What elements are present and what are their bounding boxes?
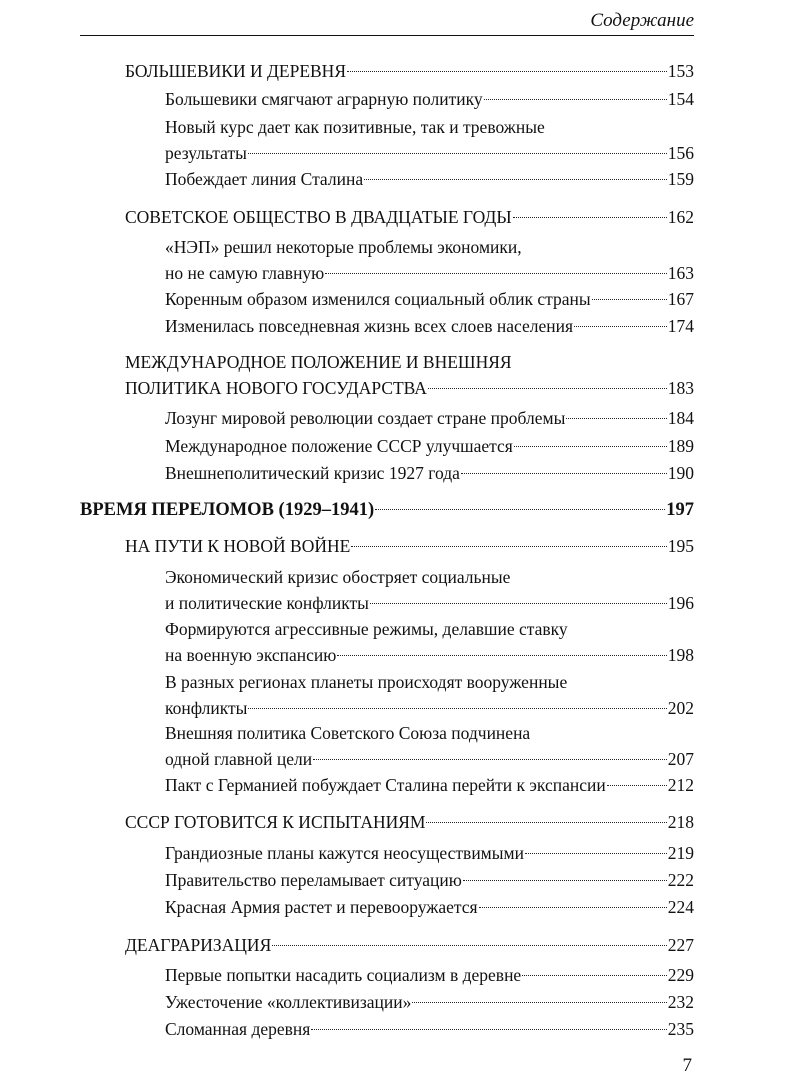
- toc-entry-title: СОВЕТСКОЕ ОБЩЕСТВО В ДВАДЦАТЫЕ ГОДЫ: [125, 207, 512, 227]
- toc-entry-title: Первые попытки насадить социализм в деревне: [165, 965, 522, 985]
- toc-section-entry[interactable]: [165, 840, 694, 866]
- toc-section-entry[interactable]: [165, 460, 694, 486]
- toc-section-entry[interactable]: [165, 405, 694, 431]
- toc-entry-page: 156: [667, 143, 694, 163]
- toc-entry-title: результаты: [165, 143, 247, 163]
- toc-entry-page: 167: [667, 289, 694, 309]
- dot-leader: [412, 1002, 666, 1003]
- dot-leader: [479, 907, 667, 908]
- toc-entry-title: и политические конфликты: [165, 593, 369, 613]
- toc-entry-page: 227: [667, 935, 694, 955]
- page-number: 7: [682, 1055, 692, 1076]
- toc-entry-title-line: Новый курс дает как позитивные, так и тревожные: [165, 117, 545, 137]
- toc-entry-page: 222: [667, 870, 694, 890]
- toc-entry-page: 163: [667, 263, 694, 283]
- dot-leader: [607, 785, 667, 786]
- toc-entry-title: но не самую главную: [165, 263, 325, 283]
- toc-entry-page: 189: [667, 436, 694, 456]
- toc-entry-title: Коренным образом изменился социальный облик страны: [165, 289, 591, 309]
- header-title: Содержание: [590, 10, 694, 31]
- toc-section-entry[interactable]: [165, 564, 694, 616]
- toc-entry-title: НА ПУТИ К НОВОЙ ВОЙНЕ: [125, 536, 351, 556]
- toc-entry-title: Международное положение СССР улучшается: [165, 436, 513, 456]
- toc-entry-page: 218: [667, 812, 694, 832]
- toc-entry-title-line: Формируются агрессивные режимы, делавшие ставку: [165, 619, 568, 639]
- dot-leader: [248, 153, 667, 154]
- dot-leader: [347, 71, 667, 72]
- dot-leader: [337, 655, 666, 656]
- toc-chapter-entry[interactable]: [125, 932, 694, 958]
- toc-entry-title: Большевики смягчают аграрную политику: [165, 89, 483, 109]
- toc-section-entry[interactable]: [165, 669, 694, 721]
- toc-entry-page: 195: [667, 536, 694, 556]
- toc-entry-page: 197: [666, 500, 694, 520]
- toc-entry-title-line: В разных регионах планеты происходят вооруженные: [165, 672, 568, 692]
- toc-entry-page: 207: [667, 749, 694, 769]
- toc-entry-title: Ужесточение «коллективизации»: [165, 992, 412, 1012]
- toc-entry-page: 229: [667, 965, 694, 985]
- dot-leader: [514, 446, 667, 447]
- toc-entry-page: 235: [667, 1019, 694, 1039]
- toc-section-entry[interactable]: [165, 166, 694, 192]
- toc-section-entry[interactable]: [165, 114, 694, 166]
- toc-entry-page: 162: [667, 207, 694, 227]
- dot-leader: [426, 822, 666, 823]
- toc-entry-title-line: МЕЖДУНАРОДНОЕ ПОЛОЖЕНИЕ И ВНЕШНЯЯ: [125, 352, 512, 372]
- toc-entry-title: ДЕАГРАРИЗАЦИЯ: [125, 935, 272, 955]
- toc-entry-title: Изменилась повседневная жизнь всех слоев населения: [165, 316, 574, 336]
- toc-entry-title: Побеждает линия Сталина: [165, 169, 364, 189]
- dot-leader: [522, 975, 667, 976]
- dot-leader: [364, 179, 667, 180]
- toc-chapter-entry[interactable]: [125, 809, 694, 835]
- toc-chapter-entry[interactable]: [125, 533, 694, 559]
- toc-chapter-entry[interactable]: [125, 349, 694, 401]
- toc-section-entry[interactable]: [165, 234, 694, 286]
- toc-entry-title: Лозунг мировой революции создает стране проблемы: [165, 408, 566, 428]
- toc-part-entry[interactable]: [80, 497, 694, 523]
- toc-entry-title-line: Внешняя политика Советского Союза подчинена: [165, 723, 531, 743]
- toc-entry-page: 232: [667, 992, 694, 1012]
- toc-entry-title: Пакт с Германией побуждает Сталина перейти к экспансии: [165, 775, 606, 795]
- toc-section-entry[interactable]: [165, 616, 694, 668]
- dot-leader: [248, 708, 666, 709]
- toc-entry-title: ВРЕМЯ ПЕРЕЛОМОВ (1929–1941): [80, 500, 375, 520]
- dot-leader: [375, 509, 665, 510]
- toc-section-entry[interactable]: [165, 720, 694, 772]
- toc-entry-page: 174: [667, 316, 694, 336]
- toc-entry-title: Сломанная деревня: [165, 1019, 311, 1039]
- toc-entry-title: СССР ГОТОВИТСЯ К ИСПЫТАНИЯМ: [125, 812, 426, 832]
- toc-entry-page: 198: [667, 645, 694, 665]
- toc-entry-page: 154: [667, 89, 694, 109]
- toc-entry-page: 159: [667, 169, 694, 189]
- toc-entry-page: 224: [667, 897, 694, 917]
- toc-entry-page: 183: [667, 378, 694, 398]
- toc-section-entry[interactable]: [165, 286, 694, 312]
- dot-leader: [370, 603, 667, 604]
- dot-leader: [272, 945, 667, 946]
- dot-leader: [311, 1029, 666, 1030]
- dot-leader: [461, 473, 667, 474]
- toc-entry-title: Грандиозные планы кажутся неосуществимыми: [165, 843, 524, 863]
- toc-section-entry[interactable]: [165, 867, 694, 893]
- toc-entry-title: на военную экспансию: [165, 645, 337, 665]
- toc-entry-page: 190: [667, 463, 694, 483]
- toc-entry-page: 184: [667, 408, 694, 428]
- toc-entry-title: Правительство переламывает ситуацию: [165, 870, 462, 890]
- toc-chapter-entry[interactable]: [125, 58, 694, 84]
- dot-leader: [566, 418, 666, 419]
- toc-section-entry[interactable]: [165, 772, 694, 798]
- dot-leader: [484, 99, 667, 100]
- dot-leader: [325, 273, 666, 274]
- toc-entry-page: 212: [667, 775, 694, 795]
- toc-entry-title-line: Экономический кризис обостряет социальные: [165, 567, 511, 587]
- toc-section-entry[interactable]: [165, 313, 694, 339]
- dot-leader: [592, 299, 667, 300]
- dot-leader: [313, 759, 667, 760]
- dot-leader: [513, 217, 667, 218]
- dot-leader: [525, 853, 667, 854]
- toc-entry-title: одной главной цели: [165, 749, 313, 769]
- toc-entry-title: конфликты: [165, 698, 248, 718]
- toc-chapter-entry[interactable]: [125, 204, 694, 230]
- toc-section-entry[interactable]: [165, 989, 694, 1015]
- toc-entry-title-line: «НЭП» решил некоторые проблемы экономики,: [165, 237, 522, 257]
- toc-section-entry[interactable]: [165, 86, 694, 112]
- toc-section-entry[interactable]: [165, 962, 694, 988]
- toc-section-entry[interactable]: [165, 433, 694, 459]
- toc-entry-page: 196: [667, 593, 694, 613]
- toc-entry-page: 202: [667, 698, 694, 718]
- dot-leader: [428, 388, 667, 389]
- toc-section-entry[interactable]: [165, 1016, 694, 1042]
- toc-section-entry[interactable]: [165, 894, 694, 920]
- dot-leader: [574, 326, 667, 327]
- toc-entry-title: БОЛЬШЕВИКИ И ДЕРЕВНЯ: [125, 61, 346, 81]
- toc-entry-page: 153: [667, 61, 694, 81]
- dot-leader: [351, 546, 666, 547]
- toc-entry-page: 219: [667, 843, 694, 863]
- toc-entry-title: Красная Армия растет и перевооружается: [165, 897, 478, 917]
- dot-leader: [463, 880, 667, 881]
- toc-entry-title: ПОЛИТИКА НОВОГО ГОСУДАРСТВА: [125, 378, 427, 398]
- toc-entry-title: Внешнеполитический кризис 1927 года: [165, 463, 460, 483]
